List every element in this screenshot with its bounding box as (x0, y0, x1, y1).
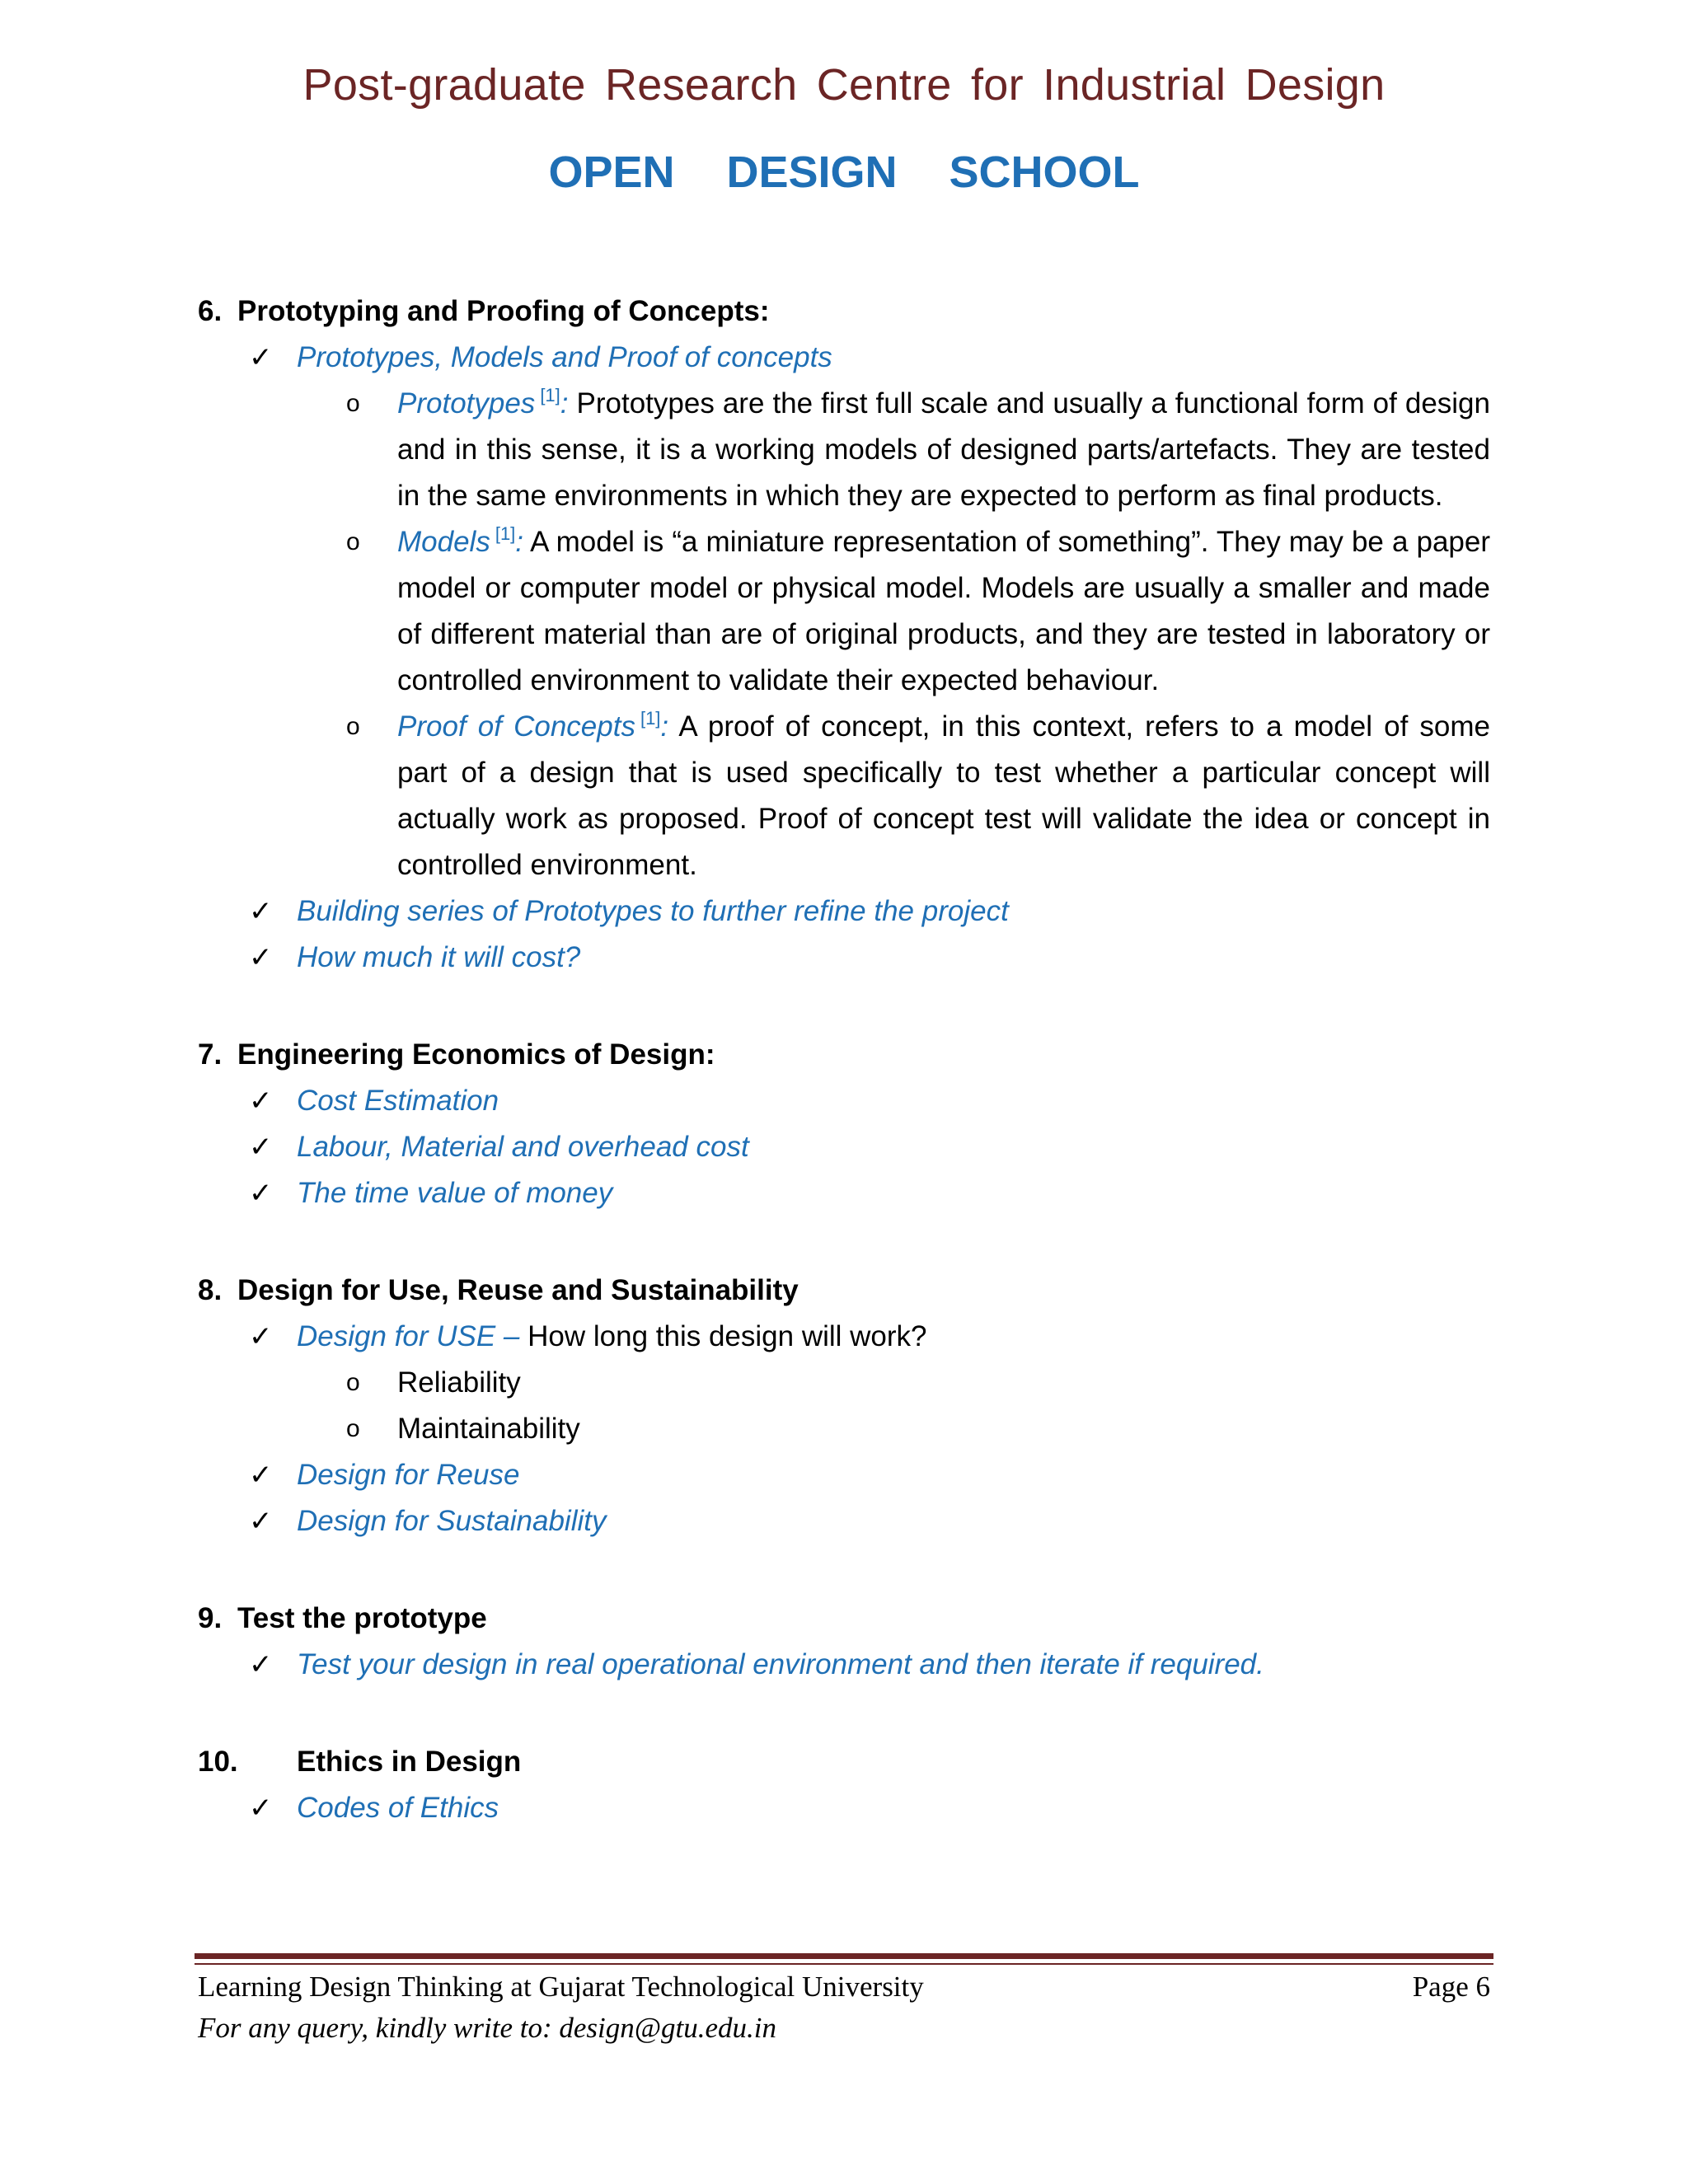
section-heading (198, 1739, 1490, 1785)
section-heading (198, 288, 1490, 335)
footer-divider-thin (195, 1963, 1493, 1965)
check-list (198, 888, 1490, 981)
circle-bullet-icon: o (346, 390, 360, 417)
section-number: 8. (198, 1274, 223, 1306)
check-list (198, 1452, 1490, 1544)
term-label: Models (397, 526, 490, 558)
item-suffix: How long this design will work? (528, 1320, 927, 1352)
section-number: 7. (198, 1038, 223, 1071)
citation-ref: [1] (495, 523, 516, 544)
check-list (198, 335, 1490, 381)
check-icon: ✓ (249, 1649, 273, 1680)
item-label: Design for Sustainability (297, 1505, 607, 1537)
list-item (198, 1452, 1490, 1498)
check-icon: ✓ (249, 1460, 273, 1491)
page-header-title: Post-graduate Research Centre for Industrial Design (302, 60, 1386, 110)
check-icon: ✓ (249, 1506, 273, 1537)
item-label: Design for USE – (297, 1320, 528, 1352)
sub-list-item (198, 1360, 1490, 1406)
list-item (198, 1170, 1490, 1216)
list-item (198, 1498, 1490, 1544)
item-label: The time value of money (297, 1177, 613, 1209)
check-icon: ✓ (249, 1085, 273, 1117)
term-separator: : (660, 710, 669, 743)
section-title: Prototyping and Proofing of Concepts: (237, 295, 770, 327)
sub-item-label: Maintainability (397, 1413, 580, 1445)
sub-list (198, 381, 1490, 888)
section-title: Test the prototype (237, 1602, 487, 1634)
section-9 (198, 1596, 1490, 1688)
section-title: Design for Use, Reuse and Sustainability (237, 1274, 799, 1306)
term-label: Prototypes (397, 387, 536, 419)
term-description: A proof of concept, in this context, refers to a model of some part of a design that is used specifically to test whether a particular concept will actually work as proposed. Proof of concept test will validate the idea or concept in controlled environment. (397, 710, 1490, 881)
footer-divider (195, 1953, 1493, 1959)
check-list (198, 1785, 1490, 1831)
list-item (198, 935, 1490, 981)
citation-ref: [1] (540, 385, 560, 405)
item-label: Codes of Ethics (297, 1792, 499, 1824)
item-label: Labour, Material and overhead cost (297, 1131, 749, 1163)
list-item (198, 1314, 1490, 1360)
check-icon: ✓ (249, 1178, 273, 1209)
list-item (198, 1642, 1490, 1688)
footer-contact: For any query, kindly write to: design@gtu.edu.in (198, 2012, 776, 2044)
footer-title: Learning Design Thinking at Gujarat Technological University (198, 1971, 924, 2003)
term-description: A model is “a miniature representation of something”. They may be a paper model or computer model or physical model. Models are usually a smaller and made of different material than are of original products, and they are tested in laboratory or controlled environment to validate their expected behaviour. (397, 526, 1490, 696)
term-separator: : (515, 526, 524, 558)
section-number: 9. (198, 1602, 223, 1634)
check-icon: ✓ (249, 1321, 273, 1352)
list-item (198, 335, 1490, 381)
section-6 (198, 288, 1490, 981)
sub-list-item (198, 1406, 1490, 1452)
item-label: Prototypes, Models and Proof of concepts (297, 341, 832, 373)
check-icon: ✓ (249, 1793, 273, 1824)
page-footer (198, 1966, 1490, 2008)
check-list (198, 1314, 1490, 1360)
item-label: Design for Reuse (297, 1459, 520, 1491)
check-icon: ✓ (249, 1132, 273, 1163)
section-8 (198, 1268, 1490, 1544)
list-item (198, 1785, 1490, 1831)
sub-list-item (198, 519, 1490, 704)
section-number: 10. (198, 1746, 238, 1778)
section-number: 6. (198, 295, 223, 327)
circle-bullet-icon: o (346, 1415, 360, 1442)
section-heading (198, 1032, 1490, 1078)
sub-list (198, 1360, 1490, 1452)
list-item (198, 888, 1490, 935)
document-body (198, 288, 1490, 1831)
item-label: Test your design in real operational environment and then iterate if required. (297, 1648, 1264, 1680)
page-number: Page 6 (1412, 1971, 1490, 2003)
list-item (198, 1124, 1490, 1170)
list-item (198, 1078, 1490, 1124)
term-description: Prototypes are the first full scale and usually a functional form of design and in this sense, it is a working models of designed parts/artefacts. They are tested in the same environments in which they are expected to perform as final products. (397, 387, 1490, 512)
term-separator: : (560, 387, 569, 419)
circle-bullet-icon: o (346, 528, 360, 555)
check-icon: ✓ (249, 342, 273, 373)
item-label: Cost Estimation (297, 1085, 499, 1117)
page-header-subtitle: OPEN DESIGN SCHOOL (548, 148, 1140, 197)
section-title: Ethics in Design (297, 1746, 522, 1778)
item-label: How much it will cost? (297, 941, 581, 973)
check-icon: ✓ (249, 896, 273, 927)
section-7 (198, 1032, 1490, 1216)
item-label: Building series of Prototypes to further refine the project (297, 895, 1009, 927)
section-10 (198, 1739, 1490, 1831)
check-list (198, 1078, 1490, 1216)
sub-item-label: Reliability (397, 1366, 521, 1399)
check-list (198, 1642, 1490, 1688)
sub-list-item (198, 381, 1490, 519)
circle-bullet-icon: o (346, 713, 360, 740)
check-icon: ✓ (249, 942, 273, 973)
citation-ref: [1] (640, 708, 661, 729)
section-heading (198, 1268, 1490, 1314)
circle-bullet-icon: o (346, 1369, 360, 1396)
section-title: Engineering Economics of Design: (237, 1038, 715, 1071)
term-label: Proof of Concepts (397, 710, 635, 743)
section-heading (198, 1596, 1490, 1642)
sub-list-item (198, 704, 1490, 888)
